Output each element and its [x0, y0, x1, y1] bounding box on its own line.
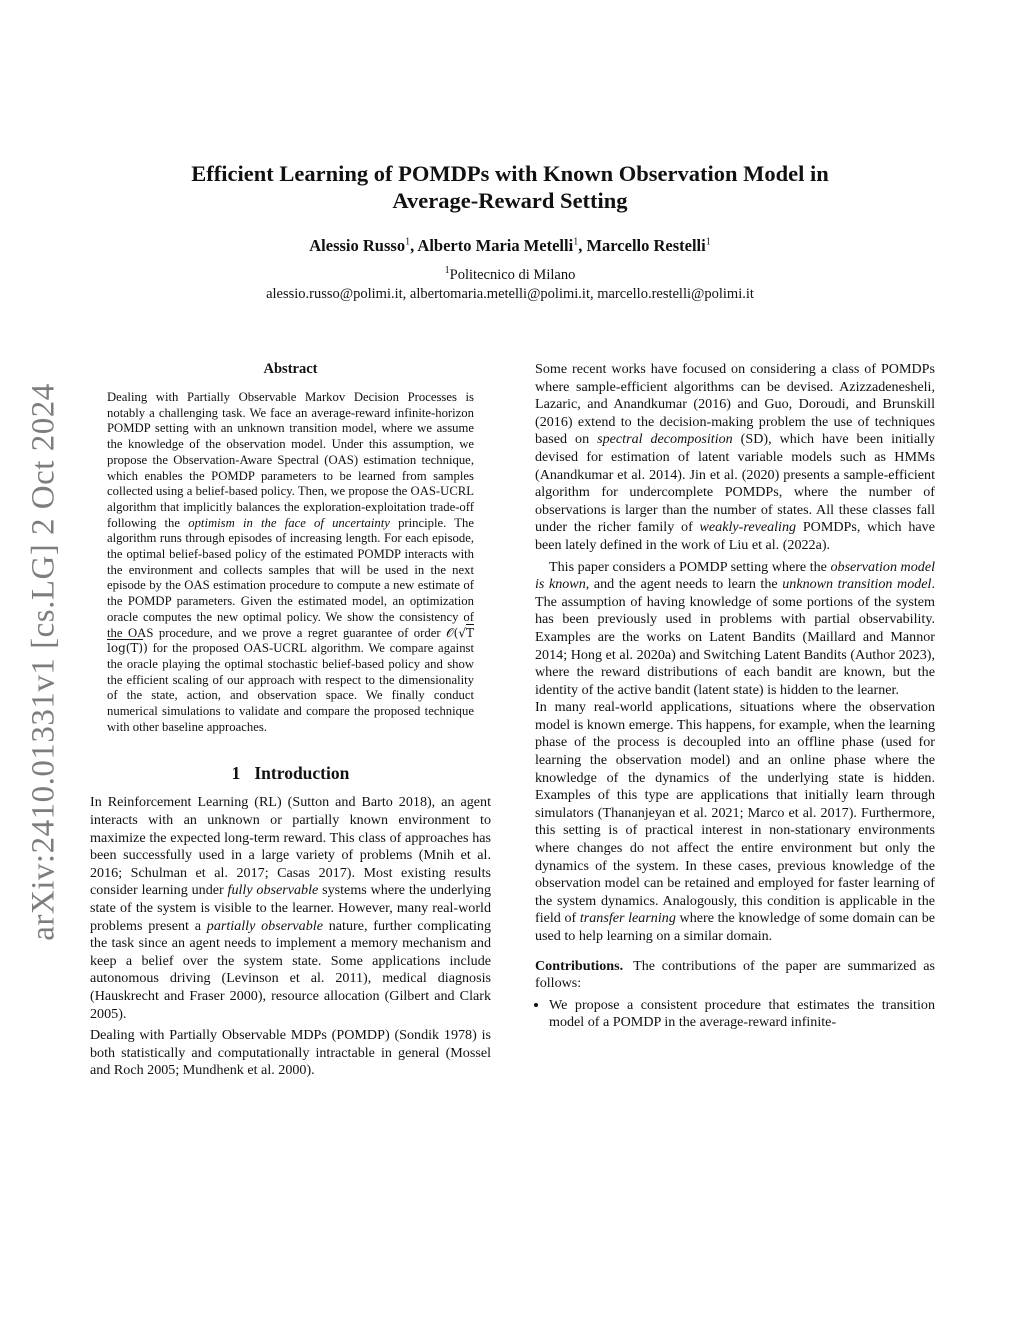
section-heading-introduction — [90, 763, 491, 784]
contributions-paragraph: Contributions. The contributions of the paper are summarized as follows: — [535, 957, 935, 992]
body-paragraph: This paper considers a POMDP setting where the observation model is known, and the agent needs to learn the unknown transition model. The assumption of having knowledge of some portions of the system has been previously used in problems with partial observability. Examples are the works on Latent Bandits (Maillard and Mannor 2014; Hong et al. 2020a) and Switching Latent Bandits (Author 2023), where the reward distributions of each bandit are known, but the identity of the active bandit (latent state) is hidden to the learner. — [535, 558, 936, 698]
contributions-list — [535, 997, 935, 1032]
title-line-2: Average-Reward Setting — [392, 188, 628, 213]
contribution-item: • We propose a consistent procedure that estimates the transition model of a POMDP in the average-reward infinite- — [549, 997, 935, 1032]
affiliation-mark: 1 — [444, 265, 450, 277]
left-column — [90, 361, 491, 1080]
right-column — [535, 361, 935, 1032]
intro-paragraph: Dealing with Partially Observable MDPs (POMDP) (Sondik 1978) is both statistically and computationally intractable in general (Mossel and Roch 2005; Mundhenk et al. 2000). — [90, 1027, 491, 1079]
author-name: Alessio Russo — [309, 236, 406, 255]
author-affiliation-mark: 1 — [705, 236, 711, 248]
section-title: Introduction — [254, 763, 350, 784]
affiliation-block — [110, 266, 910, 304]
affiliation-name: Politecnico di Milano — [449, 267, 576, 283]
intro-paragraph: In Reinforcement Learning (RL) (Sutton and Barto 2018), an agent interacts with an unknown or partially known environment to maximize the expected long-term reward. This class of approaches has been successfully used in a large variety of problems (Mnih et al. 2016; Schulman et al. 2017; Casas 2017). Most existing results consider learning under fully observable systems where the underlying state of the system is visible to the learner. However, many real-world problems present a partially observable nature, further complicating the task since an agent needs to implement a memory mechanism and keep a belief over the system state. Some applications include autonomous driving (Levinson et al. 2011), medical diagnosis (Hauskrecht and Fraser 2000), resource allocation (Gilbert and Clark 2005). — [90, 794, 491, 1022]
author-affiliation-mark: 1 — [573, 236, 579, 248]
regret-order-formula: 𝒪(√T log(T)) — [107, 625, 474, 656]
title-line-1: Efficient Learning of POMDPs with Known Observation Model in — [191, 161, 829, 186]
author-emails: alessio.russo@polimi.it, albertomaria.metelli@polimi.it, marcello.restelli@polimi.it — [266, 286, 754, 302]
abstract-text: Dealing with Partially Observable Markov Decision Processes is notably a challenging task. We face an average-reward infinite-horizon POMDP setting with an unknown transition model, where we assume the knowledge of the observation model. Under this assumption, we propose the Observation-Aware Spectral (OAS) estimation technique, which enables the POMDP parameters to be learned from samples collected using a belief-based policy. Then, we propose the OAS-UCRL algorithm that implicitly balances the exploration-exploitation trade-off following the optimism in the face of uncertainty principle. The algorithm runs through episodes of increasing length. For each episode, the optimal belief-based policy of the estimated POMDP interacts with the environment and collects samples that will be used in the next episode by the OAS estimation procedure to compute a new estimate of the POMDP parameters. Given the estimated model, an optimization oracle computes the new optimal policy. We show the consistency of the OAS procedure, and we prove a regret guarantee of order 𝒪(√T log(T)) for the proposed OAS-UCRL algorithm. We compare against the oracle playing the optimal stochastic belief-based policy and show the efficient scaling of our approach with respect to the dimensionality of the state, action, and observation space. We finally conduct numerical simulations to validate and compare the proposed technique with other baseline approaches. — [107, 390, 475, 734]
author-list: Alessio Russo$^1$, Alberto Maria Metelli$^1$, Marcello Restelli$^1$ — [309, 236, 711, 255]
author-name: Alberto Maria Metelli — [417, 236, 574, 255]
author-name: Marcello Restelli — [586, 236, 706, 255]
author-affiliation-mark: 1 — [405, 236, 411, 248]
abstract-heading: Abstract — [263, 361, 318, 377]
paper-title — [110, 160, 910, 214]
body-paragraph: In many real-world applications, situations where the observation model is known emerge. This happens, for example, when the learning phase of the process is decoupled into an offline phase (used for learning the observation model) and an online phase where the knowledge of the dynamics of the underlying state is hidden. Examples of this type are applications that initially learn through simulators (Thananjeyan et al. 2021; Marco et al. 2017). Furthermore, this setting is of practical interest in non-stationary environments where changes do not affect the entire environment but only the dynamics of the system. In these cases, previous knowledge of the observation model can be retained and employed for faster learning of the system dynamics. Analogously, this condition is applicable in the field of transfer learning where the knowledge of some domain can be used to help learning on a similar domain. — [535, 699, 936, 944]
arxiv-identifier-stamp: arXiv:2410.01331v1 [cs.LG] 2 Oct 2024 — [25, 383, 62, 941]
contributions-label: Contributions. — [535, 957, 624, 974]
abstract-emphasis: optimism in the face of uncertainty — [188, 515, 390, 530]
body-paragraph: Some recent works have focused on considering a class of POMDPs where sample-efficient algorithms can be devised. Azizzadenesheli, Lazaric, and Anandkumar (2016) and Guo, Doroudi, and Brunskill (2016) extend to the decision-making problem the use of techniques based on spectral decomposition (SD), which have been initially devised for estimation of latent variable models such as HMMs (Anandkumar et al. 2014). Jin et al. (2020) presents a sample-efficient algorithm for undercomplete POMDPs, where the number of observations is larger than the number of states. All these classes fall under the richer family of weakly-revealing POMDPs, which have been lately defined in the work of Liu et al. (2022a). — [535, 361, 935, 553]
section-number: 1 — [231, 763, 241, 784]
